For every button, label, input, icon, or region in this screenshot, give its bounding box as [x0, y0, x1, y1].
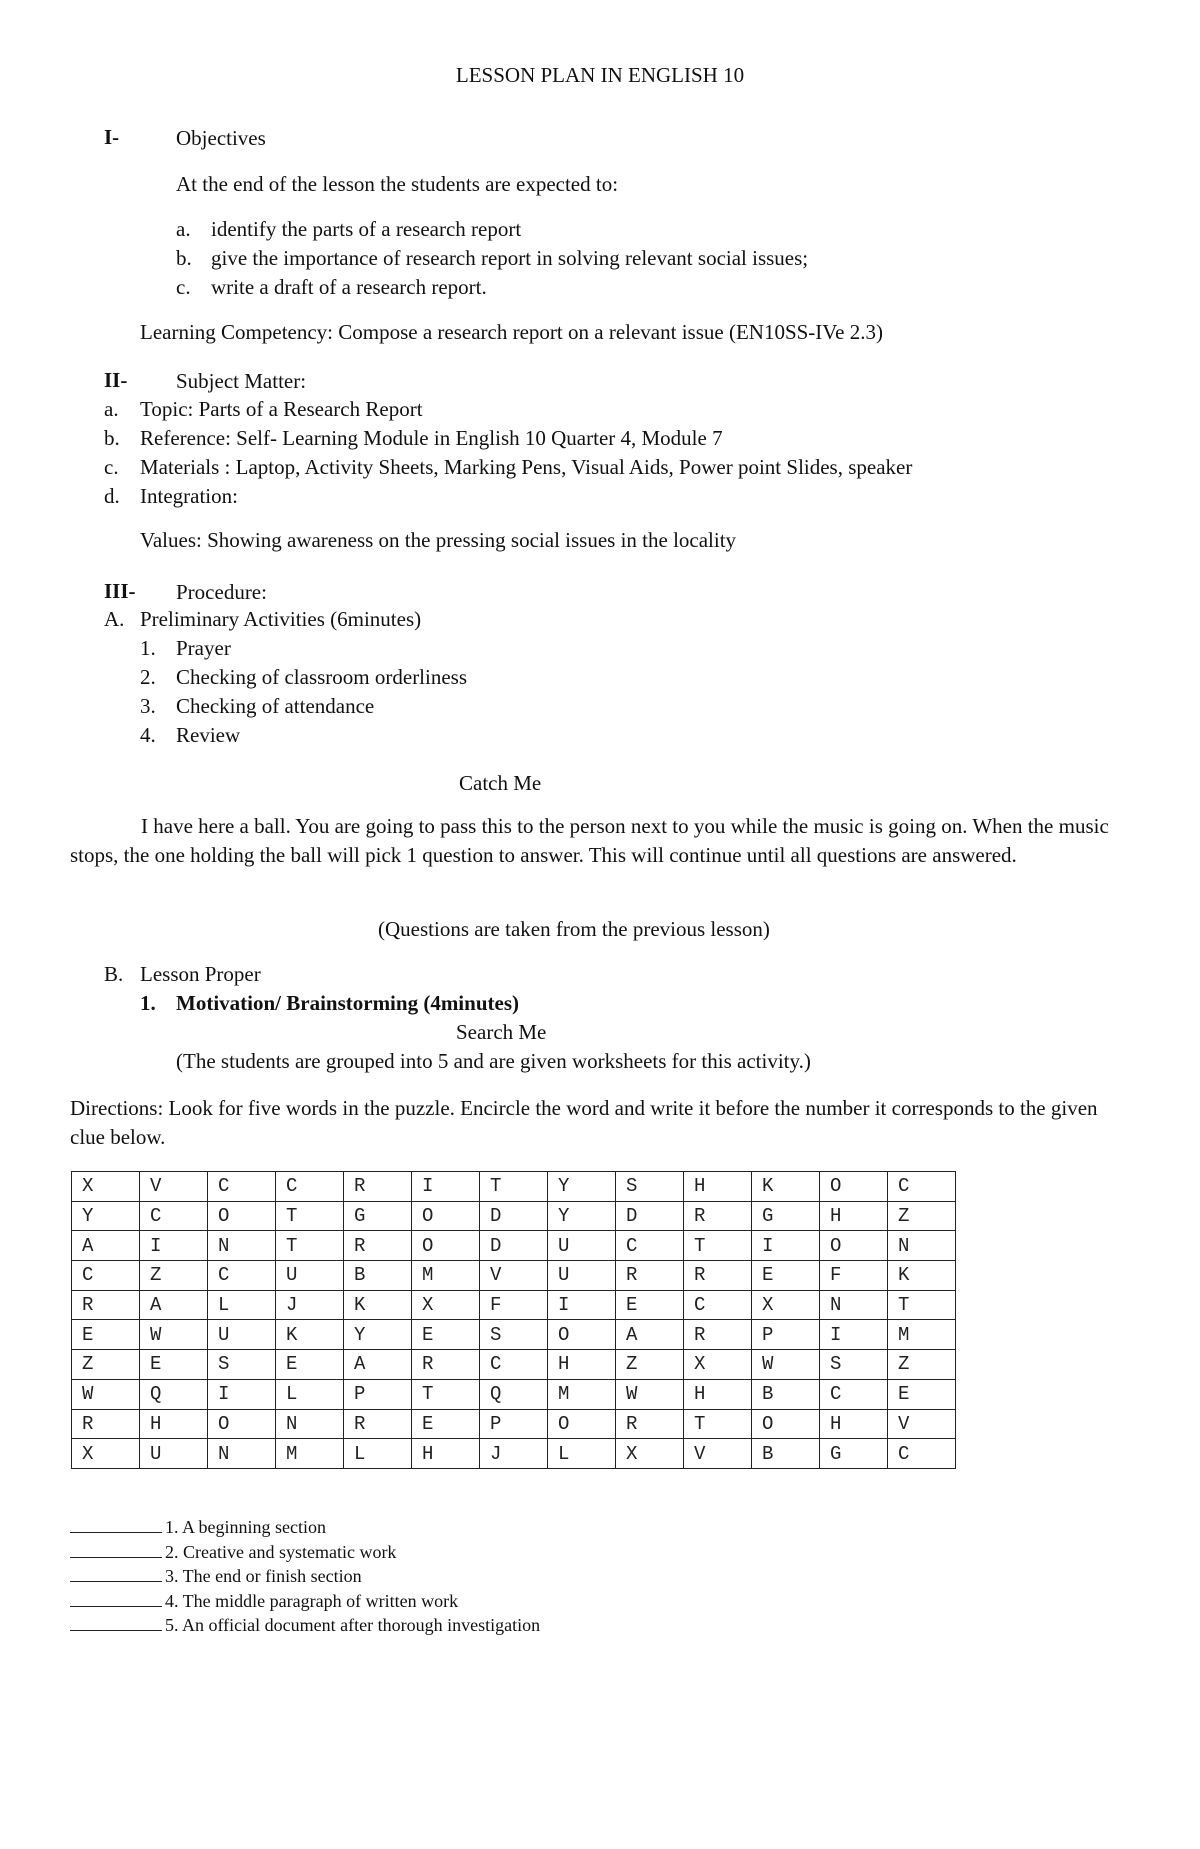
puzzle-cell[interactable]: C: [208, 1172, 276, 1202]
puzzle-cell[interactable]: L: [548, 1439, 616, 1469]
answer-blank[interactable]: [70, 1539, 162, 1558]
puzzle-cell[interactable]: E: [752, 1261, 820, 1291]
activity-grouping-note: (The students are grouped into 5 and are given worksheets for this activity.): [176, 1049, 811, 1073]
puzzle-cell[interactable]: W: [140, 1320, 208, 1350]
puzzle-cell[interactable]: R: [344, 1409, 412, 1439]
step-number: 2.: [140, 665, 156, 689]
puzzle-cell[interactable]: O: [820, 1172, 888, 1202]
clue-line: [70, 1514, 326, 1538]
puzzle-cell[interactable]: P: [752, 1320, 820, 1350]
objective-letter: c.: [176, 275, 191, 299]
puzzle-cell[interactable]: A: [140, 1290, 208, 1320]
section-heading-procedure: Procedure:: [176, 580, 267, 604]
puzzle-cell[interactable]: C: [72, 1261, 140, 1291]
part-title-preliminary: Preliminary Activities (6minutes): [140, 607, 422, 631]
activity-title-catch-me: Catch Me: [459, 771, 542, 795]
puzzle-cell[interactable]: C: [684, 1290, 752, 1320]
puzzle-cell[interactable]: U: [548, 1261, 616, 1291]
puzzle-cell[interactable]: E: [72, 1320, 140, 1350]
puzzle-cell[interactable]: T: [276, 1201, 344, 1231]
answer-blank[interactable]: [70, 1563, 162, 1582]
values-statement: Values: Showing awareness on the pressing social issues in the locality: [140, 528, 737, 552]
puzzle-cell[interactable]: T: [276, 1231, 344, 1261]
puzzle-cell[interactable]: O: [820, 1231, 888, 1261]
puzzle-row: [72, 1172, 956, 1202]
puzzle-directions: Directions: Look for five words in the puzzle. Encircle the word and write it before the number it corresponds to the given clue below.: [70, 1096, 1098, 1149]
puzzle-cell[interactable]: N: [276, 1409, 344, 1439]
puzzle-cell[interactable]: R: [684, 1261, 752, 1291]
puzzle-cell[interactable]: I: [752, 1231, 820, 1261]
puzzle-cell[interactable]: E: [412, 1409, 480, 1439]
puzzle-cell[interactable]: O: [752, 1409, 820, 1439]
puzzle-cell[interactable]: T: [480, 1172, 548, 1202]
subject-item-materials: Materials : Laptop, Activity Sheets, Marking Pens, Visual Aids, Power point Slides, speaker: [140, 455, 913, 479]
puzzle-cell[interactable]: M: [888, 1320, 956, 1350]
puzzle-row: [72, 1201, 956, 1231]
puzzle-cell[interactable]: C: [480, 1350, 548, 1380]
puzzle-row: [72, 1439, 956, 1469]
puzzle-cell[interactable]: Q: [140, 1379, 208, 1409]
puzzle-cell[interactable]: O: [208, 1409, 276, 1439]
puzzle-row: [72, 1320, 956, 1350]
objective-letter: b.: [176, 246, 192, 270]
puzzle-cell[interactable]: D: [480, 1201, 548, 1231]
objective-letter: a.: [176, 217, 191, 241]
puzzle-cell[interactable]: D: [480, 1231, 548, 1261]
puzzle-cell[interactable]: O: [412, 1231, 480, 1261]
puzzle-cell[interactable]: X: [616, 1439, 684, 1469]
puzzle-cell[interactable]: X: [684, 1350, 752, 1380]
subject-item-reference: Reference: Self- Learning Module in English 10 Quarter 4, Module 7: [140, 426, 723, 450]
puzzle-cell[interactable]: U: [140, 1439, 208, 1469]
objective-item: give the importance of research report in solving relevant social issues;: [211, 246, 809, 270]
puzzle-cell[interactable]: H: [548, 1350, 616, 1380]
puzzle-cell[interactable]: K: [888, 1261, 956, 1291]
puzzle-cell[interactable]: N: [208, 1439, 276, 1469]
part-letter-b: B.: [104, 962, 124, 986]
puzzle-cell[interactable]: T: [684, 1409, 752, 1439]
puzzle-cell[interactable]: U: [208, 1320, 276, 1350]
section-numeral-1: I-: [104, 125, 120, 149]
answer-blank[interactable]: [70, 1612, 162, 1631]
puzzle-cell[interactable]: S: [820, 1350, 888, 1380]
puzzle-cell[interactable]: L: [208, 1290, 276, 1320]
puzzle-cell[interactable]: U: [276, 1261, 344, 1291]
puzzle-cell[interactable]: W: [72, 1379, 140, 1409]
puzzle-cell[interactable]: A: [72, 1231, 140, 1261]
subject-letter: c.: [104, 455, 119, 479]
puzzle-cell[interactable]: C: [140, 1201, 208, 1231]
clue-text: 1. A beginning section: [165, 1517, 326, 1537]
puzzle-cell[interactable]: K: [344, 1290, 412, 1320]
section-heading-subject-matter: Subject Matter:: [176, 369, 307, 393]
puzzle-cell[interactable]: R: [344, 1172, 412, 1202]
section-numeral-2: II-: [104, 368, 128, 392]
puzzle-row: [72, 1379, 956, 1409]
puzzle-cell[interactable]: B: [752, 1379, 820, 1409]
puzzle-cell[interactable]: J: [480, 1439, 548, 1469]
clue-line: [70, 1588, 458, 1612]
puzzle-cell[interactable]: P: [344, 1379, 412, 1409]
puzzle-cell[interactable]: I: [412, 1172, 480, 1202]
puzzle-cell[interactable]: O: [208, 1201, 276, 1231]
puzzle-cell[interactable]: F: [820, 1261, 888, 1291]
puzzle-cell[interactable]: E: [888, 1379, 956, 1409]
step-number: 3.: [140, 694, 156, 718]
puzzle-cell[interactable]: I: [820, 1320, 888, 1350]
puzzle-cell[interactable]: H: [820, 1409, 888, 1439]
puzzle-cell[interactable]: R: [344, 1231, 412, 1261]
puzzle-cell[interactable]: F: [480, 1290, 548, 1320]
puzzle-cell[interactable]: V: [480, 1261, 548, 1291]
puzzle-cell[interactable]: C: [276, 1172, 344, 1202]
puzzle-cell[interactable]: S: [208, 1350, 276, 1380]
part-letter-a: A.: [104, 607, 125, 631]
step-item-orderliness: Checking of classroom orderliness: [176, 665, 468, 689]
section-heading-objectives: Objectives: [176, 126, 266, 150]
puzzle-cell[interactable]: I: [548, 1290, 616, 1320]
puzzle-cell[interactable]: K: [276, 1320, 344, 1350]
puzzle-row: [72, 1231, 956, 1261]
activity-title-search-me: Search Me: [456, 1020, 547, 1044]
puzzle-cell[interactable]: U: [548, 1231, 616, 1261]
learning-competency: Learning Competency: Compose a research report on a relevant issue (EN10SS-IVe 2.3): [140, 320, 883, 344]
puzzle-cell[interactable]: T: [888, 1290, 956, 1320]
puzzle-cell[interactable]: B: [752, 1439, 820, 1469]
part-title-lesson-proper: Lesson Proper: [140, 962, 261, 986]
step-number: 4.: [140, 723, 156, 747]
puzzle-cell[interactable]: Y: [548, 1172, 616, 1202]
puzzle-cell[interactable]: C: [616, 1231, 684, 1261]
puzzle-cell[interactable]: H: [684, 1379, 752, 1409]
puzzle-row: [72, 1261, 956, 1291]
puzzle-cell[interactable]: Y: [72, 1201, 140, 1231]
puzzle-cell[interactable]: L: [344, 1439, 412, 1469]
puzzle-cell[interactable]: R: [616, 1261, 684, 1291]
puzzle-cell[interactable]: E: [140, 1350, 208, 1380]
puzzle-cell[interactable]: R: [684, 1320, 752, 1350]
puzzle-cell[interactable]: J: [276, 1290, 344, 1320]
step-number: 1.: [140, 991, 156, 1015]
puzzle-cell[interactable]: C: [820, 1379, 888, 1409]
puzzle-row: [72, 1290, 956, 1320]
puzzle-cell[interactable]: A: [616, 1320, 684, 1350]
puzzle-cell[interactable]: T: [684, 1231, 752, 1261]
puzzle-cell[interactable]: C: [888, 1172, 956, 1202]
answer-blank[interactable]: [70, 1588, 162, 1607]
objective-item: identify the parts of a research report: [211, 217, 522, 241]
puzzle-cell[interactable]: W: [752, 1350, 820, 1380]
puzzle-cell[interactable]: R: [616, 1409, 684, 1439]
puzzle-cell[interactable]: O: [548, 1409, 616, 1439]
clue-line: [70, 1563, 362, 1587]
puzzle-cell[interactable]: Y: [548, 1201, 616, 1231]
step-item-review: Review: [176, 723, 241, 747]
puzzle-cell[interactable]: I: [140, 1231, 208, 1261]
puzzle-cell[interactable]: G: [820, 1439, 888, 1469]
clue-text: 3. The end or finish section: [165, 1566, 362, 1586]
puzzle-cell[interactable]: E: [616, 1290, 684, 1320]
puzzle-cell[interactable]: I: [208, 1379, 276, 1409]
step-item-attendance: Checking of attendance: [176, 694, 375, 718]
puzzle-cell[interactable]: V: [888, 1409, 956, 1439]
puzzle-cell[interactable]: H: [820, 1201, 888, 1231]
step-title-motivation: Motivation/ Brainstorming (4minutes): [176, 991, 519, 1015]
puzzle-cell[interactable]: R: [684, 1201, 752, 1231]
puzzle-cell[interactable]: D: [616, 1201, 684, 1231]
section-numeral-3: III-: [104, 579, 136, 603]
puzzle-cell[interactable]: E: [276, 1350, 344, 1380]
puzzle-cell[interactable]: R: [72, 1290, 140, 1320]
puzzle-cell[interactable]: B: [344, 1261, 412, 1291]
clue-text: 4. The middle paragraph of written work: [165, 1591, 459, 1611]
puzzle-cell[interactable]: W: [616, 1379, 684, 1409]
puzzle-cell[interactable]: X: [412, 1290, 480, 1320]
word-search-grid: [71, 1171, 956, 1469]
puzzle-cell[interactable]: T: [412, 1379, 480, 1409]
puzzle-cell[interactable]: N: [888, 1231, 956, 1261]
puzzle-cell[interactable]: X: [752, 1290, 820, 1320]
document-title: LESSON PLAN IN ENGLISH 10: [455, 63, 745, 87]
puzzle-cell[interactable]: Z: [888, 1350, 956, 1380]
subject-letter: d.: [104, 484, 120, 508]
puzzle-cell[interactable]: Z: [72, 1350, 140, 1380]
puzzle-cell[interactable]: C: [888, 1439, 956, 1469]
puzzle-cell[interactable]: Q: [480, 1379, 548, 1409]
step-item-prayer: Prayer: [176, 636, 231, 660]
clue-line: [70, 1539, 396, 1563]
puzzle-cell[interactable]: P: [480, 1409, 548, 1439]
puzzle-cell[interactable]: X: [72, 1172, 140, 1202]
puzzle-cell[interactable]: Z: [140, 1261, 208, 1291]
puzzle-cell[interactable]: N: [820, 1290, 888, 1320]
subject-letter: b.: [104, 426, 120, 450]
objectives-intro: At the end of the lesson the students are expected to:: [176, 172, 619, 196]
clue-line: [70, 1612, 540, 1636]
puzzle-cell[interactable]: M: [548, 1379, 616, 1409]
objective-item: write a draft of a research report.: [211, 275, 487, 299]
puzzle-cell[interactable]: S: [480, 1320, 548, 1350]
activity-instructions-text: I have here a ball. You are going to pass this to the person next to you while the music is going on. When the music stops, the one holding the ball will pick 1 question to answer. This will continue until all questions are answered.: [70, 814, 1109, 867]
puzzle-cell[interactable]: V: [684, 1439, 752, 1469]
subject-letter: a.: [104, 397, 119, 421]
answer-blank[interactable]: [70, 1514, 162, 1533]
puzzle-cell[interactable]: Y: [344, 1320, 412, 1350]
puzzle-cell[interactable]: R: [72, 1409, 140, 1439]
puzzle-cell[interactable]: A: [344, 1350, 412, 1380]
puzzle-cell[interactable]: M: [412, 1261, 480, 1291]
clue-text: 2. Creative and systematic work: [165, 1542, 397, 1562]
puzzle-row: [72, 1409, 956, 1439]
subject-item-integration: Integration:: [140, 484, 238, 508]
puzzle-row: [72, 1350, 956, 1380]
puzzle-cell[interactable]: H: [412, 1439, 480, 1469]
puzzle-cell[interactable]: O: [548, 1320, 616, 1350]
puzzle-cell[interactable]: H: [140, 1409, 208, 1439]
puzzle-cell[interactable]: E: [412, 1320, 480, 1350]
clue-text: 5. An official document after thorough investigation: [165, 1615, 541, 1635]
puzzle-cell[interactable]: K: [752, 1172, 820, 1202]
puzzle-cell[interactable]: G: [752, 1201, 820, 1231]
puzzle-cell[interactable]: N: [208, 1231, 276, 1261]
puzzle-cell[interactable]: R: [412, 1350, 480, 1380]
step-number: 1.: [140, 636, 156, 660]
puzzle-cell[interactable]: L: [276, 1379, 344, 1409]
puzzle-cell[interactable]: H: [684, 1172, 752, 1202]
puzzle-cell[interactable]: G: [344, 1201, 412, 1231]
puzzle-cell[interactable]: V: [140, 1172, 208, 1202]
activity-note: (Questions are taken from the previous lesson): [378, 917, 770, 941]
puzzle-cell[interactable]: Z: [616, 1350, 684, 1380]
puzzle-cell[interactable]: M: [276, 1439, 344, 1469]
puzzle-cell[interactable]: O: [412, 1201, 480, 1231]
subject-item-topic: Topic: Parts of a Research Report: [140, 397, 423, 421]
puzzle-cell[interactable]: S: [616, 1172, 684, 1202]
activity-instructions: [70, 812, 1132, 870]
puzzle-cell[interactable]: Z: [888, 1201, 956, 1231]
puzzle-cell[interactable]: X: [72, 1439, 140, 1469]
puzzle-cell[interactable]: C: [208, 1261, 276, 1291]
